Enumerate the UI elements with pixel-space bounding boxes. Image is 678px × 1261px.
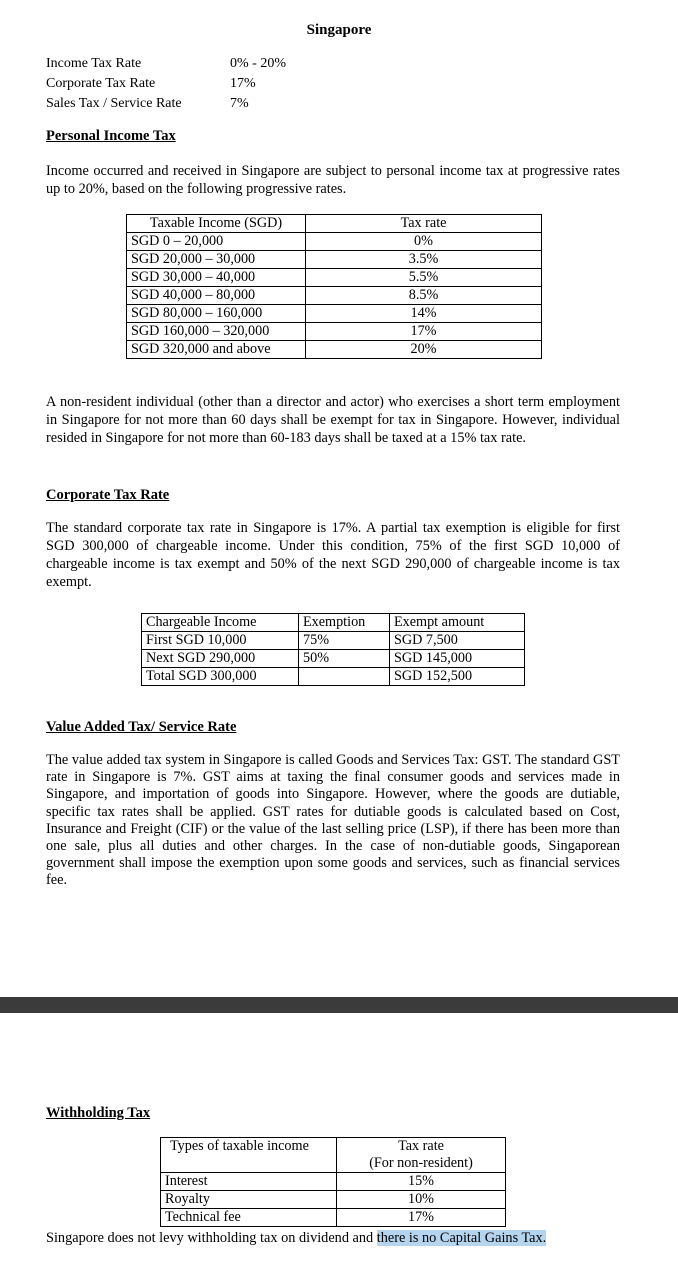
table-cell: First SGD 10,000: [142, 632, 299, 650]
section-heading-withholding-tax: Withholding Tax: [46, 1105, 151, 1121]
table-header-row: [161, 1138, 506, 1173]
table-cell: 8.5%: [306, 287, 542, 305]
corporate-exemption-table: [141, 613, 525, 686]
table-row: [142, 668, 525, 686]
table-header-cell: Exemption: [299, 614, 390, 632]
table-row: [161, 1173, 506, 1191]
table-cell: 50%: [299, 650, 390, 668]
page-title: Singapore: [306, 22, 372, 38]
table-cell: Technical fee: [161, 1209, 337, 1227]
personal-rates-table: [126, 214, 542, 359]
table-cell: 17%: [306, 323, 542, 341]
table-cell: 75%: [299, 632, 390, 650]
table-row: [127, 233, 542, 251]
table-cell: SGD 80,000 – 160,000: [127, 305, 306, 323]
table-cell: SGD 40,000 – 80,000: [127, 287, 306, 305]
table-cell: SGD 7,500: [390, 632, 525, 650]
table-row: [161, 1209, 506, 1227]
table-cell: SGD 145,000: [390, 650, 525, 668]
table-cell: 17%: [337, 1209, 506, 1227]
nonresident-paragraph: A non-resident individual (other than a director and actor) who exercises a short term employment in Singapore for not more than 60 days shall be exempt for tax in Singapore. However, individual resided in Singapore for not more than 60-183 days shall be taxed at a 15% tax rate.: [46, 394, 620, 446]
summary-value: 0% - 20%: [230, 56, 286, 71]
table-row: [127, 323, 542, 341]
table-row: [142, 632, 525, 650]
table-header-cell: Exempt amount: [390, 614, 525, 632]
table-cell: 3.5%: [306, 251, 542, 269]
table-row: [142, 650, 525, 668]
table-cell: 10%: [337, 1191, 506, 1209]
tax-rate-header-sublabel: (For non-resident): [369, 1155, 473, 1171]
table-cell: 0%: [306, 233, 542, 251]
table-row: [127, 341, 542, 359]
table-cell: SGD 152,500: [390, 668, 525, 686]
section-heading-value-added-tax: Value Added Tax/ Service Rate: [46, 719, 237, 735]
corporate-intro-paragraph: The standard corporate tax rate in Singapore is 17%. A partial tax exemption is eligible for first SGD 300,000 of chargeable income. Under this condition, 75% of the first SGD 10,000 of chargeable income is tax exempt and 50% of the next SGD 290,000 of chargeable income is tax exempt.: [46, 520, 620, 590]
withholding-tax-table: [160, 1137, 506, 1227]
table-header-cell: Taxable Income (SGD): [127, 215, 306, 233]
table-row: [161, 1191, 506, 1209]
table-header-cell: [337, 1138, 506, 1173]
table-row: [127, 305, 542, 323]
footer-plain-text: Singapore does not levy withholding tax on dividend and: [46, 1230, 377, 1246]
table-cell: Interest: [161, 1173, 337, 1191]
summary-label: Income Tax Rate: [46, 56, 142, 71]
table-header-row: [127, 215, 542, 233]
table-cell: 14%: [306, 305, 542, 323]
personal-intro-paragraph: Income occurred and received in Singapore are subject to personal income tax at progressive rates up to 20%, based on the following progressive rates.: [46, 163, 620, 197]
table-cell: 5.5%: [306, 269, 542, 287]
table-cell: SGD 320,000 and above: [127, 341, 306, 359]
page-break-divider: [0, 997, 678, 1013]
table-header-cell: Tax rate: [306, 215, 542, 233]
table-cell: Next SGD 290,000: [142, 650, 299, 668]
table-cell: SGD 20,000 – 30,000: [127, 251, 306, 269]
table-cell: [299, 668, 390, 686]
summary-label: Sales Tax / Service Rate: [46, 96, 182, 111]
summary-value: 17%: [230, 76, 256, 91]
table-header-cell: Types of taxable income: [161, 1138, 337, 1173]
section-heading-personal-income-tax: Personal Income Tax: [46, 128, 176, 144]
section-heading-corporate-tax-rate: Corporate Tax Rate: [46, 487, 170, 503]
tax-rate-header-label: Tax rate: [398, 1138, 444, 1154]
table-header-cell: Chargeable Income: [142, 614, 299, 632]
summary-value: 7%: [230, 96, 249, 111]
table-row: [127, 251, 542, 269]
footer-highlighted-text[interactable]: there is no Capital Gains Tax.: [376, 1230, 547, 1246]
table-row: [127, 269, 542, 287]
table-cell: SGD 160,000 – 320,000: [127, 323, 306, 341]
vat-paragraph: The value added tax system in Singapore is called Goods and Services Tax: GST. The standard GST rate in Singapore is 7%. GST aims at taxing the final consumer goods and services made in Singapore, and importation of goods into Singapore. However, where the goods are dutiable, specific tax rates shall be applied. GST rates for dutiable goods is calculated based on Cost, Insurance and Freight (CIF) or the value of the last selling price (LSP), if there has been more than one sale, plus all duties and other charges. In the case of non-dutiable goods, Singaporean government shall impose the exemption upon some goods and services, such as financial services fee.: [46, 752, 620, 889]
withholding-footer-note: [46, 1229, 546, 1247]
table-cell: 15%: [337, 1173, 506, 1191]
table-cell: 20%: [306, 341, 542, 359]
summary-label: Corporate Tax Rate: [46, 76, 156, 91]
table-row: [127, 287, 542, 305]
table-header-row: [142, 614, 525, 632]
table-cell: SGD 30,000 – 40,000: [127, 269, 306, 287]
table-cell: Royalty: [161, 1191, 337, 1209]
table-cell: Total SGD 300,000: [142, 668, 299, 686]
table-cell: SGD 0 – 20,000: [127, 233, 306, 251]
